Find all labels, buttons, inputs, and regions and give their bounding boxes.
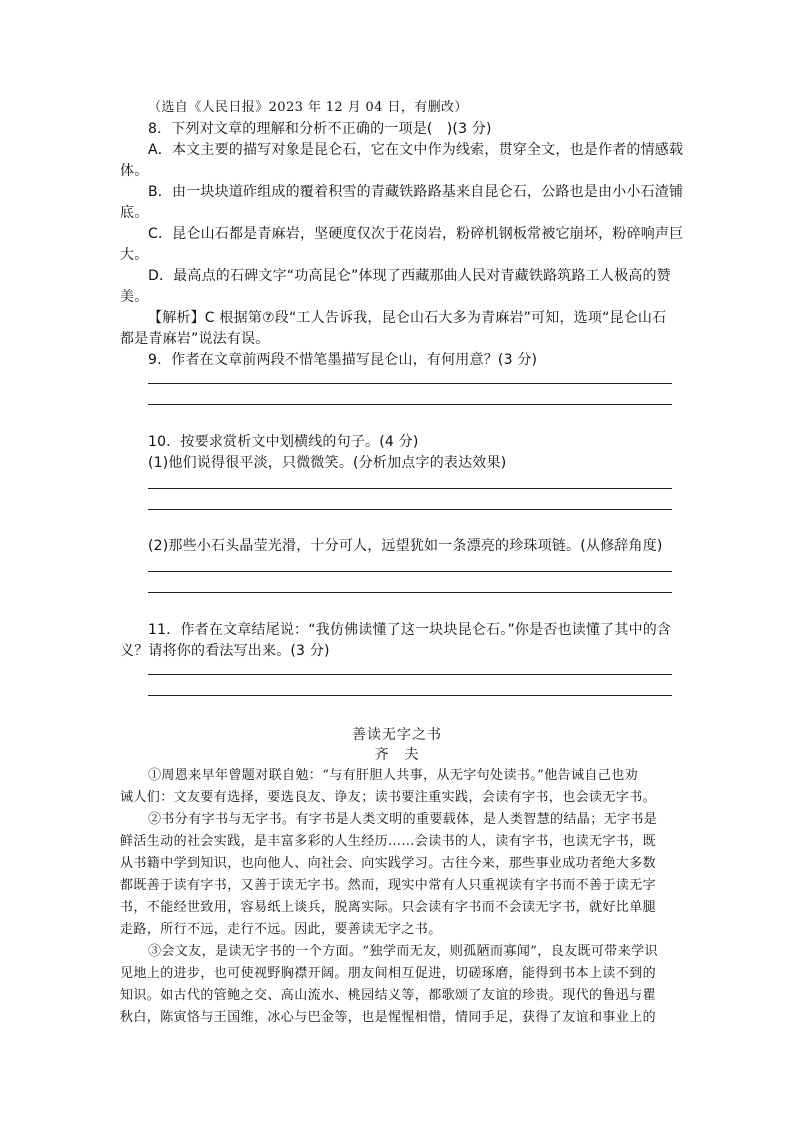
article-p2-line3: 从书籍中学到知识，也向他人、向社会、向实践学习。古往今来，那些事业成功者绝大多数	[120, 856, 657, 871]
q8-option-c-line2: 大。	[120, 247, 149, 263]
q10-sub1-answer-line-2[interactable]	[148, 509, 672, 510]
article-p2-line1: ②书分有字书与无字书。有字书是人类文明的重要载体，是人类智慧的结晶；无字书是	[148, 812, 658, 827]
q8-option-b-line1: B．由一块块道砟组成的覆着积雪的青藏铁路路基来自昆仑石，公路也是由小小石渣铺	[148, 184, 684, 200]
article-p2-line6: 走路，所行不远，走行不远。因此，要善读无字之书。	[120, 922, 442, 937]
article-p3-line4: 秋白，陈寅恪与王国维，冰心与巴金等，也是惺惺相惜，情同手足，获得了友谊和事业上的	[120, 1010, 657, 1025]
article-p1-line2: 诫人们：文友要有选择，要选良友、诤友；读书要注重实践，会读有字书，也会读无字书。	[120, 790, 657, 805]
article-p1-line1: ①周恩来早年曾题对联自勉：“与有肝胆人共事，从无字句处读书。”他告诫自己也劝	[148, 768, 638, 783]
q11-answer-line-1[interactable]	[148, 674, 672, 675]
q8-option-d-line1: D．最高点的石碑文字“功高昆仑”体现了西藏那曲人民对青藏铁路筑路工人极高的赞	[148, 268, 671, 284]
q8-option-c-line1: C．昆仑山石都是青麻岩，坚硬度仅次于花岗岩，粉碎机钢板常被它崩坏，粉碎响声巨	[148, 226, 684, 242]
q11-stem-line1: 11．作者在文章结尾说：“我仿佛读懂了这一块块昆仑石。”你是否也读懂了其中的含	[148, 622, 672, 638]
q8-analysis-line1: 【解析】C 根据第⑦段“工人告诉我，昆仑山石大多为青麻岩”可知，选项“昆仑山石	[148, 310, 667, 326]
q8-option-d-line2: 美。	[120, 289, 149, 305]
q8-option-b-line2: 底。	[120, 205, 149, 221]
article-author: 齐 夫	[374, 747, 420, 763]
source-note: （选自《人民日报》2023 年 12 月 04 日，有删改）	[148, 100, 468, 115]
q10-stem: 10．按要求赏析文中划横线的句子。(4 分)	[148, 434, 419, 450]
q9-answer-line-1[interactable]	[148, 383, 672, 384]
q10-sub2-answer-line-1[interactable]	[148, 571, 672, 572]
article-p3-line2: 见地上的进步，也可使视野胸襟开阔。朋友间相互促进，切磋琢磨，能得到书本上读不到的	[120, 966, 657, 981]
article-p2-line5: 书，不能经世致用，容易纸上谈兵，脱离实际。只会读有字书而不会读无字书，就好比单腿	[120, 900, 657, 915]
q9-stem: 9．作者在文章前两段不惜笔墨描写昆仑山，有何用意？(3 分)	[148, 352, 538, 368]
q10-sub2-answer-line-2[interactable]	[148, 592, 672, 593]
article-p2-line2: 鲜活生动的社会实践，是丰富多彩的人生经历……会读书的人，读有字书，也读无字书，既	[120, 834, 657, 849]
q8-analysis-line2: 都是青麻岩”说法有误。	[120, 331, 270, 347]
q10-sub1: (1)他们说得很平淡，只微微笑。(分析加点字的表达效果)	[148, 455, 507, 471]
q8-option-a-line2: 体。	[120, 163, 149, 179]
q9-answer-line-2[interactable]	[148, 404, 672, 405]
article-title: 善读无字之书	[352, 727, 442, 743]
article-p3-line3: 知识。如古代的管鲍之交、高山流水、桃园结义等，都歌颂了友谊的珍贵。现代的鲁迅与瞿	[120, 988, 657, 1003]
q10-sub2: (2)那些小石头晶莹光滑，十分可人，远望犹如一条漂亮的珍珠项链。(从修辞角度)	[148, 538, 663, 554]
q8-option-a-line1: A．本文主要的描写对象是昆仑石，它在文中作为线索，贯穿全文，也是作者的情感载	[148, 142, 684, 158]
q11-stem-line2: 义？请将你的看法写出来。(3 分)	[120, 643, 330, 659]
article-p3-line1: ③会文友，是读无字书的一个方面。“独学而无友，则孤陋而寡闻”，良友既可带来学识	[148, 944, 658, 959]
q11-answer-line-2[interactable]	[148, 695, 672, 696]
q8-stem: 8．下列对文章的理解和分析不正确的一项是( )(3 分)	[148, 121, 492, 137]
article-p2-line4: 都既善于读有字书，又善于读无字书。然而，现实中常有人只重视读有字书而不善于读无字	[120, 878, 657, 893]
q10-sub1-answer-line-1[interactable]	[148, 488, 672, 489]
